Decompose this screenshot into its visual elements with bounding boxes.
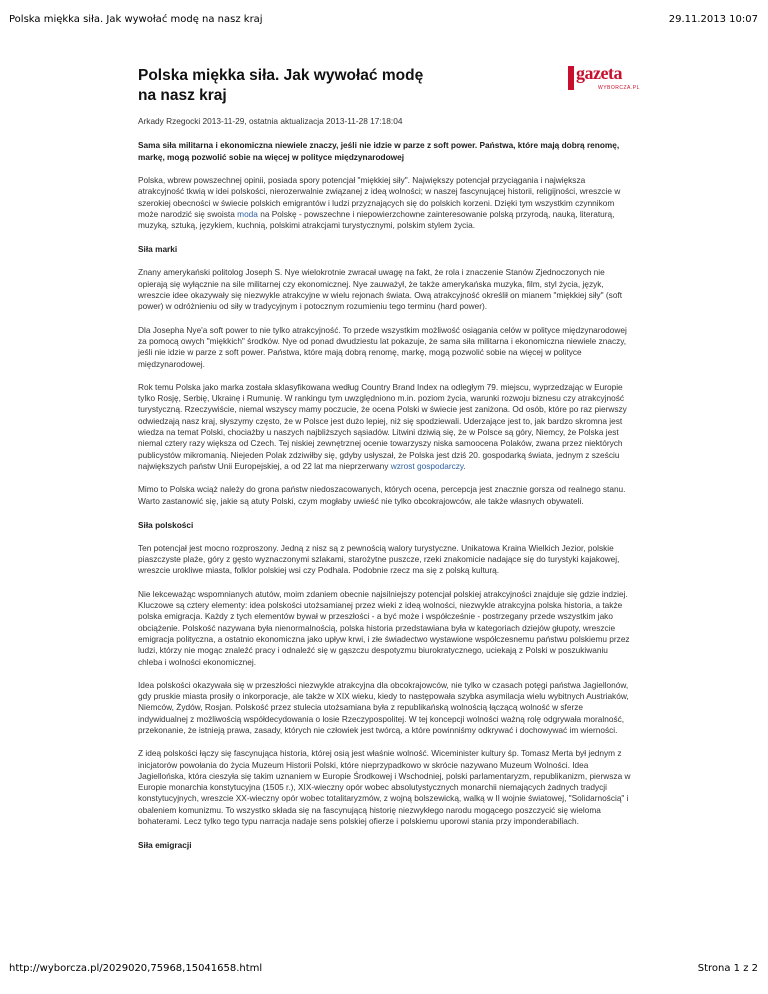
- paragraph-7: Nie lekceważąc wspomnianych atutów, moim zdaniem obecnie najsilniejszy potencjał polskiej atrakcyjności znajduje się gdzie indziej. Kluczowe są cztery elementy: idea polskości utożsamianej przez wieki z ideą wolności, niezwykle atrakcyjna polska historia, a także polska emigracja. Każdy z tych elementów bywał w przeszłości - a być może i współcześnie - postrzegany przede wszystkim jako obciążenie. Polskość nazywana była nienormalnością, polska historia przedstawiana była w kategoriach dziejów głupoty, wreszcie emigracja polityczna, a ostatnio ekonomiczna jako upływ krwi, i złe świadectwo wystawione współczesnemu państwu polskiemu przez ludzi, którzy nie mogąc znaleźć pracy i odnaleźć się w gąszczu despotyzmu biurokratycznego, uciekają z Polski w poszukiwaniu chleba i wolności ekonomicznej.: [138, 588, 630, 667]
- print-header-datetime: 29.11.2013 10:07: [668, 14, 758, 25]
- paragraph-8: Idea polskości okazywała się w przeszłości niezwykle atrakcyjna dla obcokrajowców, nie tylko w czasach potęgi państwa Jagiellonów, gdy pruskie miasta prosiły o inkorporacje, ale także w XIX wieku, kiedy to następowała szybka asymilacja wielu wybitnych Austriaków, Niemców, Żydów, Rosjan. Polskość przez stulecia utożsamiana była z republikańską wolnością łączącą wolność w sferze indywidualnej z możliwością współdecydowania o losie Rzeczypospolitej. W tej koncepcji wolności ważną rolę odgrywała moralność, przekonanie, że istnieją prawa, zasady, których nie człowiek jest twórcą, a które powinniśmy odkrywać i dochowywać im wierności.: [138, 679, 629, 735]
- section-heading-polskosc: Siła polskości: [138, 519, 194, 530]
- section-heading-marka: Siła marki: [138, 244, 178, 255]
- article: [138, 66, 632, 851]
- article-title: Polska miękka siła. Jak wywołać modę na nasz kraj: [138, 67, 424, 104]
- print-header-title: Polska miękka siła. Jak wywołać modę na nasz kraj: [9, 14, 263, 25]
- article-lead: Sama siła militarna i ekonomiczna niewiele znaczy, jeśli nie idzie w parze z soft power. Państwa, które mają dobrą renomę, markę, mogą pozwolić sobie na więcej w polityce międzynarodowej: [138, 140, 620, 162]
- paragraph-5: Mimo to Polska wciąż należy do grona państw niedoszacowanych, których ocena, percepcja jest znacznie gorsza od realnego stanu. Warto zastanowić się, jakie są atuty Polski, czym mogłaby uwieść nie tylko obcokrajowców, ale także własnych obywateli.: [138, 484, 626, 506]
- wzrost-gospodarczy-link[interactable]: wzrost gospodarczy: [390, 460, 464, 471]
- paragraph-1-text-b: na Polskę - powszechne i niepowierzchowne zainteresowanie polską przyrodą, nauką, literaturą, muzyką, sztuką, językiem, kuchnią, polskimi atrakcjami turystycznymi, polskim stylem życia.: [138, 208, 615, 231]
- paragraph-4: [138, 382, 632, 472]
- paragraph-6: Ten potencjał jest mocno rozproszony. Jedną z nisz są z pewnością walory turystyczne. Unikatowa Kraina Wielkich Jezior, polskie piaszczyste plaże, góry z gęsto wyznaczonymi szlakami, starożytne puszcze, rzeki znakomicie nadające się do turystyki kajakowej, wreszcie urokliwe miasta, folklor polskiej wsi czy Podhala. Podobnie rzecz ma się z polską kulturą.: [138, 542, 620, 576]
- paragraph-4-text-a: Rok temu Polska jako marka została sklasyfikowana według Country Brand Index na odległym 79. miejscu, wyprzedzając w Europie tylko Rosję, Serbię, Ukrainę i Rumunię. W rankingu tym uwzględniono m.in. poziom życia, warunki rozwoju biznesu czy atrakcyjność turystyczną. Rzeczywiście, niemal wszyscy mamy poczucie, że ocena Polski w świecie jest zaniżona. Od osób, które po raz pierwszy odwiedzają nasz kraj, słyszymy często, że w Polsce jest dużo lepiej, niż się spodziewali. Uderzające jest to, jak bardzo skromna jest wiedza na temat Polski, chociażby u naszych najbliższych sąsiadów. Litwini dziwią się, że w Polsce są góry, Niemcy, że Polska jest niemal cztery razy większa od Czech. Tej niskiej zewnętrznej ocenie towarzyszy niska samoocena Polaków, zwana przez niektórych publicystów mikromanią. Niejeden Polak zdziwiłby się, gdyby usłyszał, że Polska jest dziś 20. gospodarką świata, jednym z sześciu największych państw Unii Europejskiej, a od 22 lat ma nieprzerwany: [138, 381, 627, 471]
- paragraph-2: Znany amerykański politolog Joseph S. Nye wielokrotnie zwracał uwagę na fakt, że rola i znaczenie Stanów Zjednoczonych nie opierają się wyłącznie na sile militarnej czy ekonomicznej. Nye zauważył, że także amerykańska muzyka, film, styl życia, język, wreszcie idee okazywały się niezwykle atrakcyjne w wielu rejonach świata. Ową atrakcyjność określił on mianem "miękkiej siły" (soft power) w odróżnieniu od siły w tradycyjnym i potocznym rozumieniu tego terminu (hard power).: [138, 267, 623, 312]
- paragraph-3: Dla Josepha Nye'a soft power to nie tylko atrakcyjność. To przede wszystkim możliwość osiągania celów w polityce międzynarodowej za pomocą owych "miękkich" środków. Nye od ponad dwudziestu lat pokazuje, że sama siła militarna i ekonomiczna niewiele znaczy, jeśli nie idzie w parze z soft power. Państwa, które mają dobrą renomę, markę, mogą pozwolić sobie na więcej w polityce międzynarodowej.: [138, 324, 627, 369]
- section-heading-emigracja: Siła emigracji: [138, 840, 192, 851]
- logo-sub: WYBORCZA.PL: [598, 85, 640, 91]
- moda-link[interactable]: moda: [237, 208, 258, 219]
- print-footer-url: http://wyborcza.pl/2029020,75968,15041658.html: [9, 963, 263, 974]
- print-footer-page: Strona 1 z 2: [697, 963, 758, 974]
- logo-word: gazeta: [576, 63, 622, 83]
- paragraph-1: [138, 175, 632, 231]
- article-meta: Arkady Rzegocki 2013-11-29, ostatnia aktualizacja 2013-11-28 17:18:04: [138, 116, 403, 126]
- paragraph-1-text-a: Polska, wbrew powszechnej opinii, posiada spory potencjał "miękkiej siły". Największy potencjał przyciągania i największa atrakcyjność tkwią w idei polskości, nierozerwalnie związanej z ideą wolności; w naszej fascynującej historii, religijności, wreszcie w szerokiej obecności w świecie polskich emigrantów i ludzi przyznających się do polskich korzeni. Dzięki tym wszystkim czynnikom może narodzić się swoista: [138, 175, 621, 219]
- paragraph-9: Z ideą polskości łączy się fascynująca historia, której osią jest właśnie wolność. Wiceminister kultury śp. Tomasz Merta był jednym z inicjatorów powołania do życia Muzeum Historii Polski, które nieprzypadkowo w skrócie nazywano Muzeum Wolności. Idea Jagiellońska, która cieszyła się takim uznaniem w Europie Środkowej i Wschodniej, polski parlamentaryzm, republikanizm, pierwsza w Europie monarchia konstytucyjna (1505 r.), XIX-wieczny opór wobec absolutystycznych monarchii niemających żadnych tradycji konstytucyjnych, wreszcie XX-wieczny opór wobec totalitaryzmów, z wojną bolszewicką, walką w II wojnie światowej, "Solidarnością" i obaleniem komunizmu. To wszystko składa się na fascynującą historię niezwykłego narodu mogącego poszczycić się wieloma bohaterami. Lecz tylko tego typu narracja nadaje sens polskiej ofierze i polskiemu uporowi stania przy imponderabiliach.: [138, 748, 631, 827]
- paragraph-4-text-b: .: [463, 460, 466, 471]
